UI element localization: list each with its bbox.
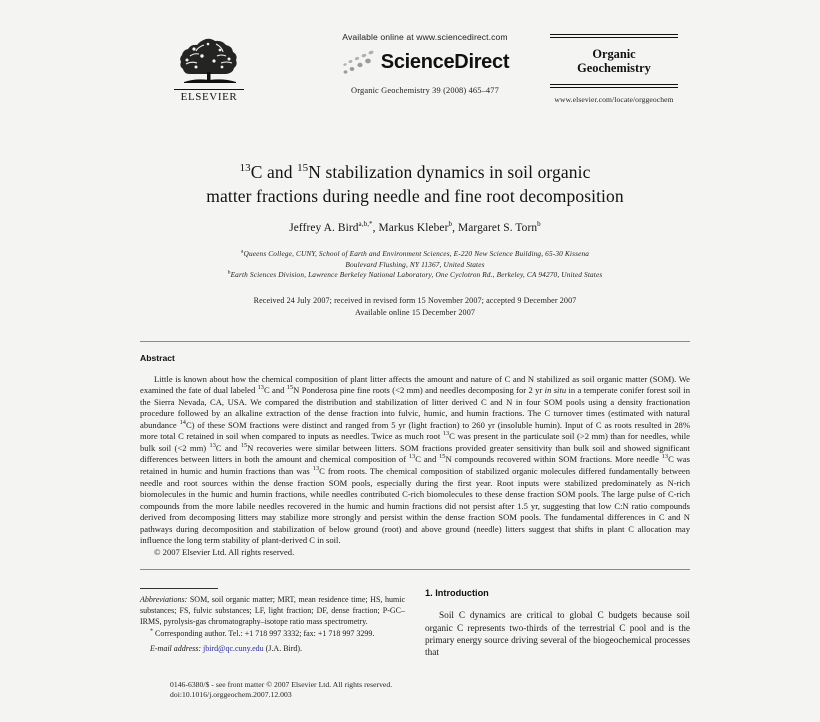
author-list: Jeffrey A. Bird$^{a,b,*}$, Markus Kleber$^b$, Margaret S. Torn$^b$ xyxy=(289,220,541,234)
elsevier-tree-icon xyxy=(176,36,242,88)
corresponding-author-text: Corresponding author. Tel.: +1 718 997 3332; fax: +1 718 997 3299. xyxy=(155,629,375,639)
abstract-copyright: © 2007 Elsevier Ltd. All rights reserved. xyxy=(154,546,295,557)
masthead xyxy=(140,32,690,124)
author-3-name[interactable]: Margaret S. Torn xyxy=(458,222,538,234)
footnote-divider xyxy=(140,588,218,589)
author-3-marks: b xyxy=(537,220,541,229)
author-1-name[interactable]: Jeffrey A. Bird xyxy=(289,222,359,234)
sciencedirect-block xyxy=(300,32,550,95)
title-line1-pre: C and xyxy=(250,162,298,182)
journal-name-line1: Organic xyxy=(592,47,636,61)
elsevier-wordmark: ELSEVIER xyxy=(180,91,238,103)
doi-line[interactable]: doi:10.1016/j.orggeochem.2007.12.003 xyxy=(170,690,292,699)
journal-box-top-rule xyxy=(550,34,678,38)
journal-name-line2: Geochemistry xyxy=(577,61,651,75)
author-1-marks: a,b,* xyxy=(358,220,373,229)
sciencedirect-logo xyxy=(300,49,550,75)
affiliation-b-line1: Earth Sciences Division, Lawrence Berkeley National Laboratory, One Cyclotron Rd., Berkeley, CA 94270, United States xyxy=(230,270,603,279)
elsevier-divider xyxy=(174,89,244,90)
issn-copyright-line: 0146-6380/$ - see front matter © 2007 Elsevier Ltd. All rights reserved. xyxy=(170,680,393,689)
page-content-column xyxy=(140,0,690,722)
abstract-top-rule xyxy=(140,341,690,342)
abstract-bottom-rule xyxy=(140,569,690,570)
sciencedirect-wordmark: ScienceDirect xyxy=(380,50,510,73)
affiliation-a-line2: Boulevard Flushing, NY 11367, United States xyxy=(345,259,485,269)
title-superscript-15: 15 xyxy=(297,162,309,175)
received-accepted-line: Received 24 July 2007; received in revised form 15 November 2007; accepted 9 December 2007 xyxy=(253,295,577,305)
available-online-text: Available online at www.sciencedirect.com xyxy=(342,32,508,42)
title-line1-post: N stabilization dynamics in soil organic xyxy=(308,162,591,182)
affiliations xyxy=(140,249,690,281)
introduction-body xyxy=(425,610,690,659)
abbreviations-text: SOM, soil organic matter; MRT, mean residence time; HS, humic substances; FS, fulvic substances; LF, light fraction; DF, dense fraction; P-GC–IRMS, pyrolysis-gas chromatography–isotope ratio mass spectrometry. xyxy=(140,595,405,626)
journal-citation-line: Organic Geochemistry 39 (2008) 465–477 xyxy=(351,86,499,95)
journal-homepage-url[interactable]: www.elsevier.com/locate/orggeochem xyxy=(554,95,674,104)
abstract-body xyxy=(140,374,690,559)
corresponding-author-note xyxy=(140,629,405,640)
affiliation-b-mark: b xyxy=(227,269,231,276)
email-address-link[interactable]: jbird@qc.cuny.edu xyxy=(203,643,264,653)
affiliation-b xyxy=(140,270,690,281)
abstract-heading: Abstract xyxy=(140,352,175,363)
available-online-line: Available online 15 December 2007 xyxy=(354,307,476,317)
left-column xyxy=(140,588,405,659)
abbreviations-label: Abbreviations: xyxy=(140,595,188,605)
elsevier-logo xyxy=(170,36,248,103)
journal-name xyxy=(538,47,690,75)
affiliation-a xyxy=(140,249,690,270)
right-column xyxy=(425,588,690,659)
author-2-name[interactable]: Markus Kleber xyxy=(378,222,449,234)
title-superscript-13: 13 xyxy=(239,162,251,175)
introduction-paragraph: Soil C dynamics are critical to global C budgets because soil organic C represents two-thirds of the terrestrial C pool and is the primary energy source driving several of the biogeochemical processes that xyxy=(425,611,690,659)
article-history xyxy=(140,295,690,319)
author-2-marks: b xyxy=(448,220,453,229)
title-line2: matter fractions during needle and fine root decomposition xyxy=(206,186,624,206)
journal-box-bottom-rule xyxy=(550,84,678,88)
abstract-paragraph: Little is known about how the chemical composition of plant litter affects the amount and nature of C and N stabilized as soil organic matter (SOM). We examined the fate of dual labeled $^{13}$C and $^{15}$N Ponderosa pine fine roots (<2 mm) and needles decomposing for 2 yr in situ in a temperate conifer forest soil in the Sierra Nevada, CA, USA. We compared the distribution and stabilization of litter derived C and N in four SOM pools using a density fractionation procedure followed by an alkaline extraction of the dense fraction into fulvic, humic, and humin fractions. The C turnover times (estimated with natural abundance $^{14}$C) of these SOM fractions were distinct and ranged from 5 yr (light fraction) to 260 yr (insoluble humin). Input of C as roots resulted in 28% more total C retained in soil when compared to inputs as needles. Twice as much root $^{13}$C was present in the particulate soil (>2 mm) than for needles, while bulk soil (<2 mm) $^{13}$C and $^{15}$N recoveries were similar between litters. SOM fractions provided greater sensitivity than bulk soil and showed significant differences between litters in both the amount and chemical composition of $^{13}$C and $^{15}$N compounds recovered within SOM fractions. More needle $^{13}$C was retained in humic and humin fractions than was $^{13}$C from roots. The chemical composition of stabilized organic molecules differed fundamentally between needle and root sources within the dense fraction SOM pools, especially during the first year. Root inputs were stabilized predominately as N-rich biomolecules in the humic and humin fractions, while needles contributed C-rich biomolecules to these dense fraction SOM pools. The large pulse of C-rich compounds from the more labile needles recovered in the humic and humin fractions did not persist after 1.5 yr, suggesting that low C:N ratio compounds derived from decomposing litters may stabilize more strongly and persist within the dense fraction SOM pools. The fundamental differences in C and N pathways during decomposition and stabilization of below ground (root) and above ground (needle) litters suggest that shifts in plant C allocation may influence the long term stability of plant-derived C in soil. xyxy=(140,373,691,546)
email-label: E-mail address: xyxy=(150,643,202,653)
abbreviations-note xyxy=(140,595,405,627)
affiliation-a-line1: Queens College, CUNY, School of Earth and Environment Sciences, E-220 New Science Building, 65-30 Kissena xyxy=(243,249,590,258)
introduction-heading: 1. Introduction xyxy=(425,588,489,599)
article-title xyxy=(140,160,690,208)
footnotes-block xyxy=(140,595,405,654)
two-column-body xyxy=(140,588,690,659)
sciencedirect-dots-icon xyxy=(341,49,377,75)
corresponding-author-mark: * xyxy=(150,628,153,635)
affiliation-a-mark: a xyxy=(240,248,244,255)
journal-title-box xyxy=(538,34,690,104)
page-footer xyxy=(170,680,392,700)
email-owner: (J.A. Bird). xyxy=(265,643,303,653)
email-note xyxy=(140,644,405,655)
